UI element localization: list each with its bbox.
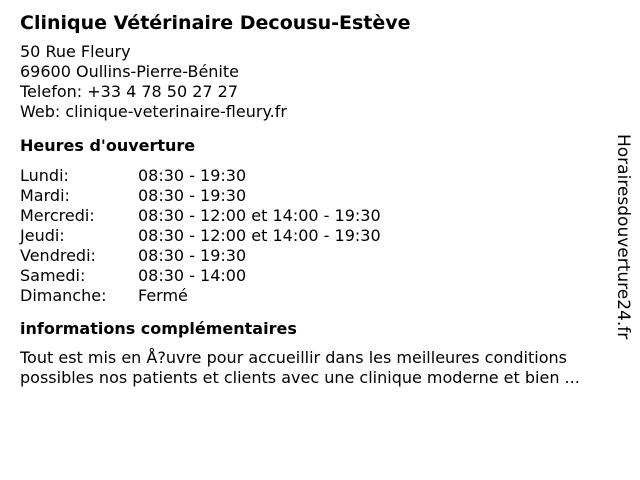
phone-line: Telefon: +33 4 78 50 27 27 <box>20 82 239 101</box>
hours-row-monday <box>20 166 620 186</box>
hours-time: 08:30 - 19:30 <box>138 186 247 205</box>
hours-day: Dimanche: <box>20 286 107 305</box>
hours-row-wednesday <box>20 206 620 226</box>
hours-time: 08:30 - 19:30 <box>138 246 247 265</box>
website-line: Web: clinique-veterinaire-fleury.fr <box>20 102 287 121</box>
hours-day: Lundi: <box>20 166 69 185</box>
hours-heading: Heures d'ouverture <box>20 136 196 155</box>
hours-row-friday <box>20 246 620 266</box>
clinic-name: Clinique Vétérinaire Decousu-Estève <box>20 12 411 34</box>
hours-time: Fermé <box>138 286 188 305</box>
hours-day: Mercredi: <box>20 206 95 225</box>
info-heading: informations complémentaires <box>20 319 297 338</box>
address-city: 69600 Oullins-Pierre-Bénite <box>20 62 239 81</box>
hours-time: 08:30 - 12:00 et 14:00 - 19:30 <box>138 206 381 225</box>
hours-row-thursday <box>20 226 620 246</box>
clinic-card <box>20 10 620 388</box>
info-description-line-2: possibles nos patients et clients avec une clinique moderne et bien ... <box>20 368 580 387</box>
hours-table <box>20 166 620 306</box>
info-description-line-1: Tout est mis en Å?uvre pour accueillir dans les meilleures conditions <box>20 348 567 367</box>
hours-row-tuesday <box>20 186 620 206</box>
hours-time: 08:30 - 12:00 et 14:00 - 19:30 <box>138 226 381 245</box>
hours-day: Jeudi: <box>20 226 65 245</box>
hours-time: 08:30 - 14:00 <box>138 266 247 285</box>
hours-row-saturday <box>20 266 620 286</box>
site-watermark: Horairesdouverture24.fr <box>613 134 633 340</box>
hours-time: 08:30 - 19:30 <box>138 166 247 185</box>
hours-row-sunday <box>20 286 620 306</box>
hours-day: Mardi: <box>20 186 70 205</box>
address-street: 50 Rue Fleury <box>20 42 131 61</box>
hours-day: Vendredi: <box>20 246 96 265</box>
hours-day: Samedi: <box>20 266 86 285</box>
